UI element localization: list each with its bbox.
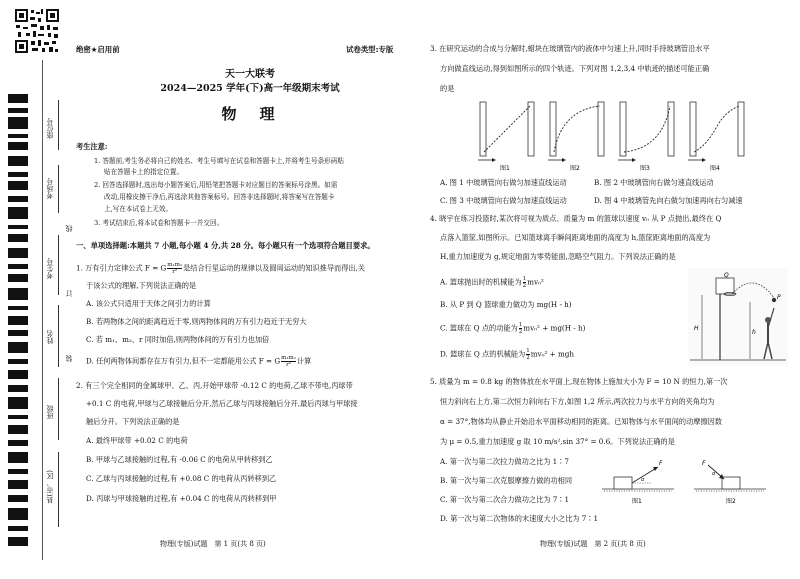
q5-fig1-caption: 图1 [632, 498, 642, 505]
q1-stem-a: 1. 万有引力定律公式 F = G [76, 263, 167, 273]
q5-fig2-label-f: F [702, 460, 706, 467]
q5-stem: 为 μ = 0.5,重力加速度 g 取 10 m/s²,sin 37° = 0.6。下列说法正确的是 [440, 437, 675, 446]
q3-fig-label-4: 图4 [710, 165, 720, 172]
footer-left: 物理(专版)试题 第 1 页(共 8 页) [160, 540, 266, 548]
q5-fig1-label-alpha: α [641, 477, 645, 483]
q2-stem: 触后分开。下列说法正确的是 [86, 417, 180, 426]
q4-d-half [526, 348, 530, 361]
q5-option-a: A. 第一次与第二次拉力做功之比为 1∶7 [440, 457, 570, 466]
notice-line: 1. 答题前,考生务必将自己的姓名、考生号填写在试卷和答题卡上,并将考生号条形码粘 [94, 157, 344, 165]
q4-option-a-expr: mv₀² [527, 277, 544, 287]
q5-stem: 恒力斜向右上方,第二次恒力斜向右下方,如图 1,2 所示,两次拉力与水平方向的夹角均为 [440, 397, 715, 406]
q4-c-half-den: 2 [518, 329, 523, 335]
q4-figure [688, 268, 788, 366]
line-mark: 线 [65, 225, 73, 232]
q5-option-d: D. 第一次与第二次物体的末速度大小之比为 7∶1 [440, 514, 599, 523]
q2-stem: +0.1 C 的电荷,甲球与乙球接触后分开,然后乙球与丙球接触后分开,最后丙球与甲球接 [86, 399, 358, 408]
q4-label-big-h: H [694, 325, 699, 332]
q4-d-half-den: 2 [526, 355, 530, 361]
q1-option-d [86, 355, 311, 368]
section-title: 一、单项选择题:本题共 7 小题,每小题 4 分,共 28 分。每小题只有一个选项符合题目要求。 [76, 241, 375, 250]
secret-label: 绝密★启用前 [76, 45, 120, 54]
exam-no-label: 考场号 [46, 178, 54, 199]
notice-line: 3. 考试结束后,将本试卷和答题卡一并交回。 [94, 219, 224, 227]
q1-frac-num: m₁m₂ [167, 262, 183, 268]
q4-option-a-text: A. 篮球抛出时的机械能为 [440, 277, 522, 287]
exam-term: 2024—2025 学年(下)高一年级期末考试 [160, 83, 340, 94]
q3-fig-label-3: 图3 [640, 165, 650, 172]
notice-line: 贴在答题卡上的指定位置。 [104, 168, 184, 176]
q5-option-c: C. 第一次与第二次合力做功之比为 7∶1 [440, 495, 570, 504]
q4-label-p: P [777, 294, 781, 301]
footer-right: 物理(专版)试题 第 2 页(共 8 页) [540, 540, 646, 548]
q1-option-d-a: D. 任何两物体间都存在万有引力,但不一定都能用公式 F = G [86, 356, 281, 366]
q3-tube-2 [548, 102, 604, 162]
q3-stem: 方向做直线运动,得到如图所示的四个轨迹。下列对图 1,2,3,4 中轨迹的描述可能正确 [440, 64, 710, 73]
q4-stem: H,重力加速度为 g,规定地面为零势能面,忽略空气阻力。下列说法正确的是 [440, 252, 676, 261]
q5-figure-2 [694, 460, 766, 505]
q4-option-c-expr: mv₀² + mg(H - h) [523, 323, 586, 333]
q3-stem: 3. 在研究运动的合成与分解时,蜡块在玻璃管内的液体中匀速上升,同时手持玻璃管沿水平 [430, 44, 710, 53]
q2-stem: 2. 有三个完全相同的金属球甲、乙、丙,开始甲球带 -0.12 C 的电荷,乙球不带电,丙球带 [76, 381, 353, 390]
q5-fig1-label-f: F [659, 460, 663, 467]
q1-option-b: B. 若两物体之间的距离趋近于零,则两物体间的万有引力趋近于无穷大 [86, 317, 307, 326]
q4-option-a [440, 276, 544, 289]
exam-alliance: 天一大联考 [225, 69, 275, 80]
qr-code [14, 8, 60, 54]
q2-option-b: B. 甲球与乙球接触的过程,有 -0.06 C 的电荷从甲转移到乙 [86, 455, 273, 464]
q5-figure [598, 453, 770, 509]
q4-option-b: B. 从 P 到 Q 篮球重力做功为 mg(H - h) [440, 300, 572, 309]
barcode-strip [8, 94, 32, 554]
q4-option-c-text: C. 篮球在 Q 点的动能为 [440, 323, 518, 333]
q5-stem: α = 37°,物体均从静止开始沿水平面移动相同的距离。已知物体与水平面间的动摩擦因数 [440, 417, 723, 426]
paper-type: 试卷类型:专版 [346, 45, 394, 54]
q5-figure-1 [602, 460, 674, 505]
q4-d-half-num: 1 [526, 348, 530, 354]
q4-a-half [523, 276, 527, 289]
q4-c-half-num: 1 [518, 322, 523, 328]
class-label: 班级 [46, 405, 54, 419]
q1-option-c: C. 若 m₁、m₂、r 同时加倍,则两物体间的万有引力也加倍 [86, 335, 270, 344]
name-underline [58, 305, 59, 367]
q2-option-a: A. 最终甲球带 +0.02 C 的电荷 [86, 436, 188, 445]
county-label: 县(市、区) [46, 470, 54, 504]
q4-option-d [440, 348, 574, 361]
q4-option-d-expr: mv₀² + mgh [530, 349, 575, 359]
q5-stem: 5. 质量为 m = 0.8 kg 的物体放在水平面上,现在物体上施加大小为 F = 10 N 的恒力,第一次 [430, 377, 728, 386]
q3-fig-label-2: 图2 [570, 165, 580, 172]
q1-stem-b: 是结合行星运动的规律以及圆周运动的知识推导而得出,关 [183, 263, 366, 273]
q1-stem-cont: 于该公式的理解,下列说法正确的是 [86, 281, 197, 290]
q3-figure [470, 96, 760, 172]
q4-a-half-den: 2 [522, 283, 527, 289]
q4-option-c [440, 322, 585, 335]
q3-option-c: C. 图 3 中玻璃管向右做匀加速直线运动 [440, 196, 567, 205]
bind-mark: 订 [65, 290, 73, 297]
notice-line: 上,写在本试卷上无效。 [104, 205, 173, 213]
q1-d-frac-den: r² [286, 362, 291, 368]
q4-label-small-h: h [752, 329, 756, 336]
binding-line [42, 60, 43, 560]
q5-fig2-caption: 图2 [726, 498, 736, 505]
q1-stem [76, 262, 365, 275]
q4-stem: 点落入篮筐,如图所示。已知篮球离手瞬间距离地面的高度为 h,篮筐距离地面的高度为 [440, 233, 711, 242]
class-underline [58, 378, 59, 440]
q3-option-d: D. 图 4 中玻璃管先向右做匀加速再向右匀减速 [594, 196, 743, 205]
q1-d-fraction [281, 355, 296, 368]
q4-a-half-num: 1 [522, 276, 527, 282]
seat-label: 座位号 [46, 118, 54, 139]
q3-fig-label-1: 图1 [500, 165, 510, 172]
q2-option-c: C. 乙球与丙球接触的过程,有 +0.08 C 的电荷从丙转移到乙 [86, 474, 277, 483]
q3-option-b: B. 图 2 中玻璃管向右做匀速直线运动 [594, 178, 714, 187]
q3-tube-1 [478, 102, 534, 162]
notice-line: 改动,用橡皮擦干净后,再选涂其他答案标号。回答非选择题时,将答案写在答题卡 [104, 193, 335, 201]
student-no-label: 考生号 [46, 258, 54, 279]
q5-fig2-label-alpha: α [712, 471, 716, 477]
name-label: 姓名 [46, 330, 54, 344]
exam-subject: 物 理 [221, 105, 279, 123]
q1-option-d-b: 计算 [296, 356, 312, 366]
q4-c-half [519, 322, 523, 335]
q4-stem: 4. 晓宇在练习投篮时,某次将可视为质点、质量为 m 的篮球以速度 v₀ 从 P 点抛出,最终在 Q [430, 214, 722, 223]
notice-title: 考生注意: [76, 142, 108, 151]
q3-option-a: A. 图 1 中玻璃管向右做匀加速直线运动 [440, 178, 567, 187]
student-no-underline [58, 235, 59, 295]
q4-option-d-text: D. 篮球在 Q 点的机械能为 [440, 349, 526, 359]
q5-option-b: B. 第一次与第二次克服摩擦力做的功相同 [440, 476, 573, 485]
q2-option-d: D. 丙球与甲球接触的过程,有 +0.04 C 的电荷从丙转移到甲 [86, 494, 277, 503]
county-underline [58, 452, 59, 527]
q1-frac-den: r² [172, 269, 178, 275]
exam-no-underline [58, 165, 59, 213]
q3-tube-4 [688, 102, 744, 162]
q4-label-q: Q [724, 272, 729, 279]
notice-line: 2. 回答选择题时,选出每小题答案后,用铅笔把答题卡对应题目的答案标号涂黑。如需 [94, 181, 338, 189]
q1-fraction [167, 262, 182, 275]
q1-option-a: A. 该公式只适用于天体之间引力的计算 [86, 299, 211, 308]
q1-d-frac-num: m₁m₂ [281, 355, 296, 361]
q3-stem: 的是 [440, 84, 455, 93]
seal-mark: 装 [65, 355, 73, 362]
q3-tube-3 [618, 102, 674, 162]
